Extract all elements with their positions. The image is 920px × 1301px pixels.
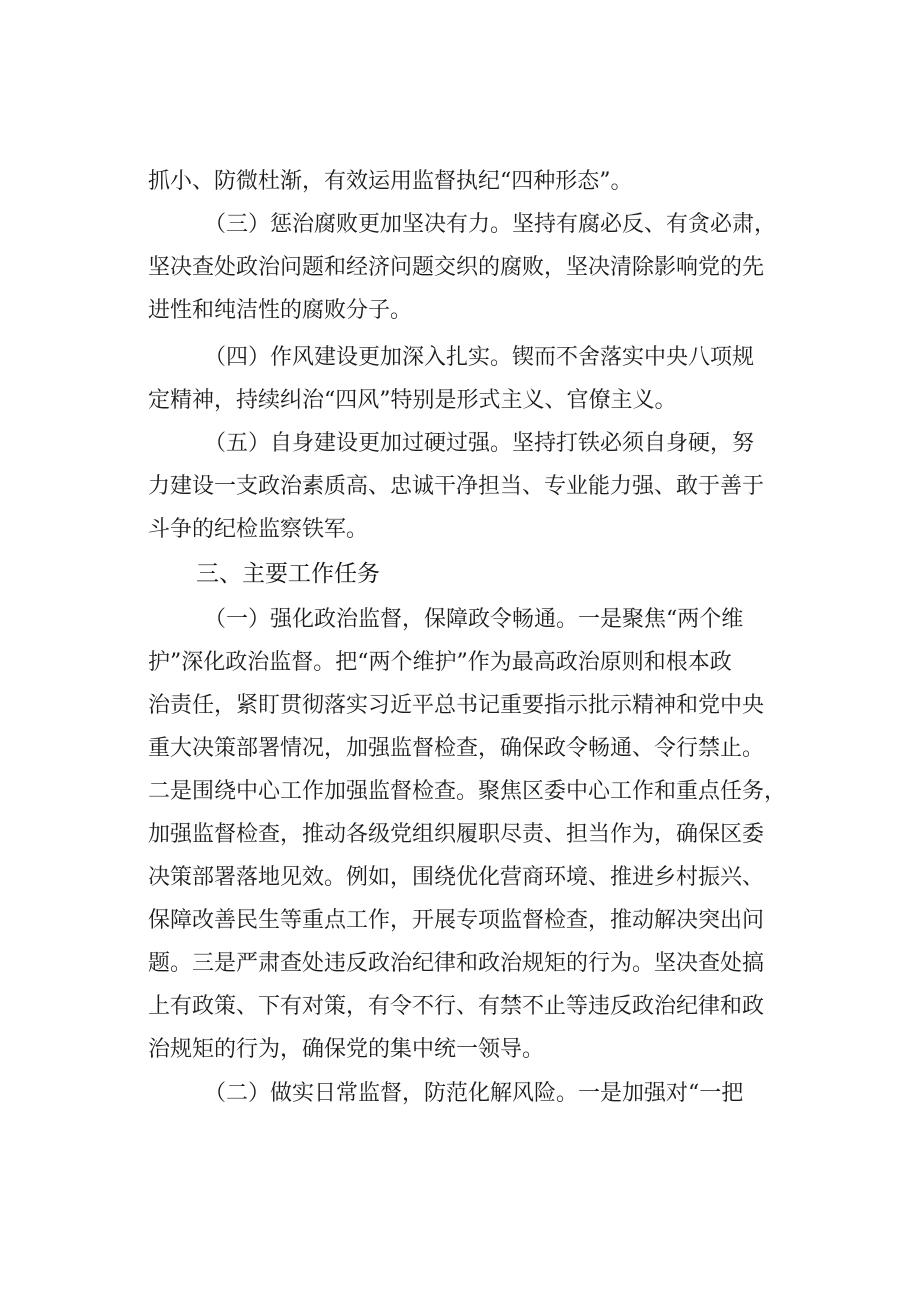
text-line-13: 治责任，紧盯贯彻落实习近平总书记重要指示批示精神和党中央: [148, 693, 765, 718]
text-line-5: （四）作风建设更加深入扎实。锲而不舍落实中央八项规: [204, 345, 755, 370]
text-line-17: 决策部署落地见效。例如，围绕优化营商环境、推进乡村振兴、: [148, 865, 765, 890]
text-line-7: （五）自身建设更加过硬过强。坚持打铁必须自身硬，努: [204, 431, 755, 456]
text-line-19: 题。三是严肃查处违反政治纪律和政治规矩的行为。坚决查处搞: [148, 951, 765, 976]
text-line-14: 重大决策部署情况，加强监督检查，确保政令畅通、令行禁止。: [148, 736, 765, 761]
text-line-18: 保障改善民生等重点工作，开展专项监督检查，推动解决突出问: [148, 908, 765, 933]
text-line-21: 治规矩的行为，确保党的集中统一领导。: [148, 1037, 545, 1062]
text-line-3: 坚决查处政治问题和经济问题交织的腐败，坚决清除影响党的先: [148, 255, 765, 280]
text-line-22: （二）做实日常监督，防范化解风险。一是加强对“一把: [204, 1081, 744, 1106]
text-line-20: 上有政策、下有对策，有令不行、有禁不止等违反政治纪律和政: [148, 994, 765, 1019]
text-line-16: 加强监督检查，推动各级党组织履职尽责、担当作为，确保区委: [148, 822, 765, 847]
text-line-9: 斗争的纪检监察铁军。: [148, 517, 369, 542]
text-line-1: 抓小、防微杜渐，有效运用监督执纪“四种形态”。: [148, 169, 633, 194]
text-line-11: （一）强化政治监督，保障政令畅通。一是聚焦“两个维: [204, 607, 744, 632]
text-line-12: 护”深化政治监督。把“两个维护”作为最高政治原则和根本政: [148, 650, 732, 675]
text-line-15: 二是围绕中心工作加强监督检查。聚焦区委中心工作和重点任务，: [148, 779, 787, 804]
text-line-2: （三）惩治腐败更加坚决有力。坚持有腐必反、有贪必肃，: [204, 212, 777, 237]
text-line-6: 定精神，持续纠治“四风”特别是形式主义、官僚主义。: [148, 388, 677, 413]
section-heading: 三、主要工作任务: [196, 561, 380, 587]
text-line-4: 进性和纯洁性的腐败分子。: [148, 298, 413, 323]
text-line-8: 力建设一支政治素质高、忠诚干净担当、专业能力强、敢于善于: [148, 474, 765, 499]
